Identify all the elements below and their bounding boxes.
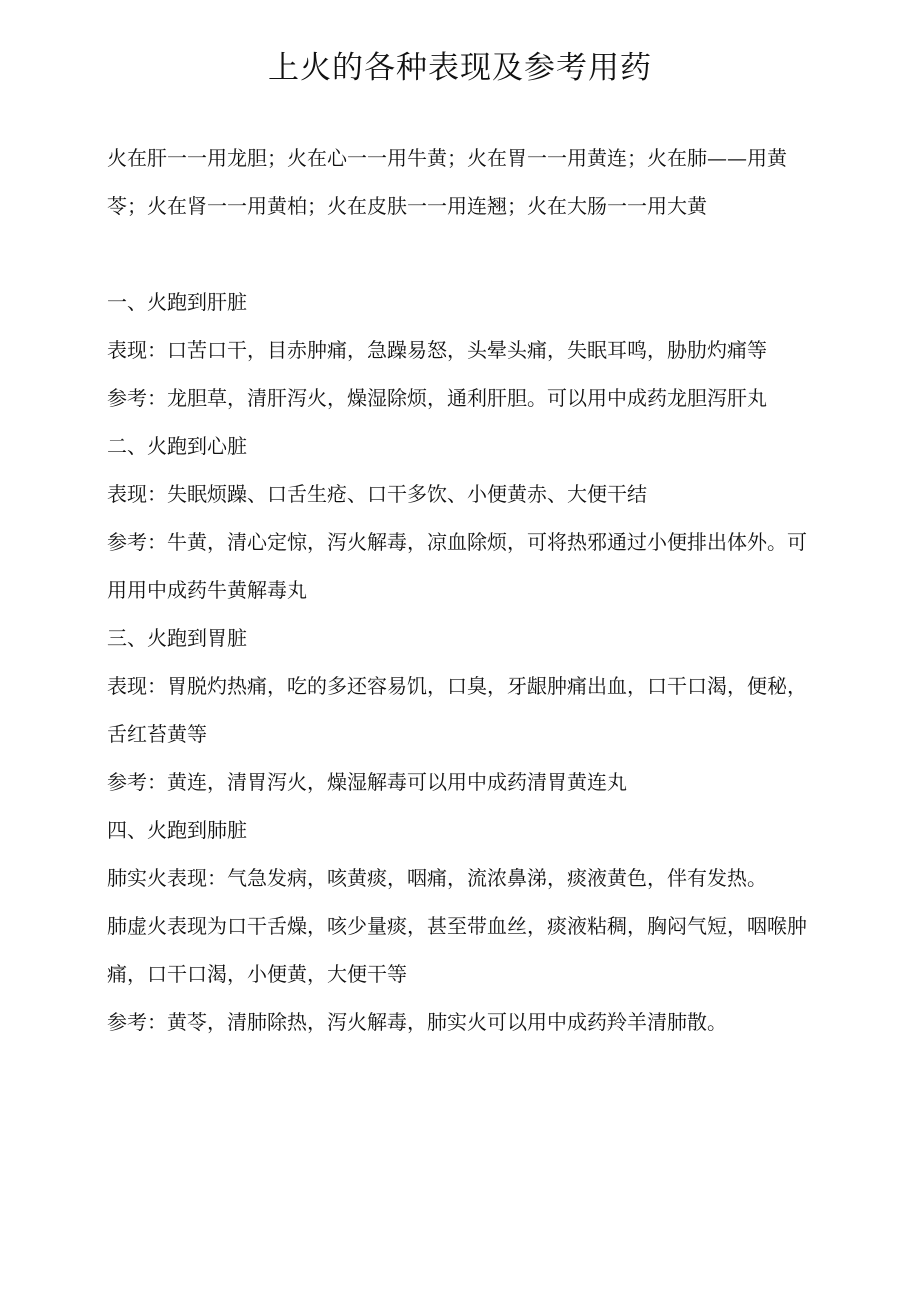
section-reference-liver: 参考：龙胆草，清肝泻火，燥湿除烦，通利肝胆。可以用中成药龙胆泻肝丸: [107, 386, 767, 410]
document-body: [107, 134, 807, 1046]
section-reference-lung: 参考：黄苓，清肺除热，泻火解毒，肺实火可以用中成药羚羊清肺散。: [107, 1010, 727, 1034]
page-title: 上火的各种表现及参考用药: [268, 50, 652, 86]
section-heading-liver: 一、火跑到肝脏: [107, 290, 247, 314]
intro-paragraph: 火在肝一一用龙胆；火在心一一用牛黄；火在胃一一用黄连；火在肺——用黄苓；火在肾一一用黄柏；火在皮肤一一用连翘；火在大肠一一用大黄: [107, 146, 787, 218]
section-symptoms-lung-excess: 肺实火表现：气急发病，咳黄痰，咽痛，流浓鼻涕，痰液黄色，伴有发热。: [107, 866, 767, 890]
section-symptoms-stomach: 表现：胃脱灼热痛，吃的多还容易饥，口臭，牙龈肿痛出血，口干口渴，便秘，舌红苔黄等: [107, 674, 807, 746]
section-heading-heart: 二、火跑到心脏: [107, 434, 247, 458]
section-reference-heart: 参考：牛黄，清心定惊，泻火解毒，凉血除烦，可将热邪通过小便排出体外。可用用中成药牛黄解毒丸: [107, 530, 807, 602]
section-symptoms-heart: 表现：失眠烦躁、口舌生疮、口干多饮、小便黄赤、大便干结: [107, 482, 647, 506]
section-heading-lung: 四、火跑到肺脏: [107, 818, 247, 842]
section-reference-stomach: 参考：黄连，清胃泻火，燥湿解毒可以用中成药清胃黄连丸: [107, 770, 627, 794]
section-heading-stomach: 三、火跑到胃脏: [107, 626, 247, 650]
section-symptoms-lung-deficiency: 肺虚火表现为口干舌燥，咳少量痰，甚至带血丝，痰液粘稠，胸闷气短，咽喉肿痛，口干口渴，小便黄，大便干等: [107, 914, 807, 986]
section-symptoms-liver: 表现：口苦口干，目赤肿痛，急躁易怒，头晕头痛，失眠耳鸣，胁肋灼痛等: [107, 338, 767, 362]
paragraph-spacer: [107, 230, 807, 278]
